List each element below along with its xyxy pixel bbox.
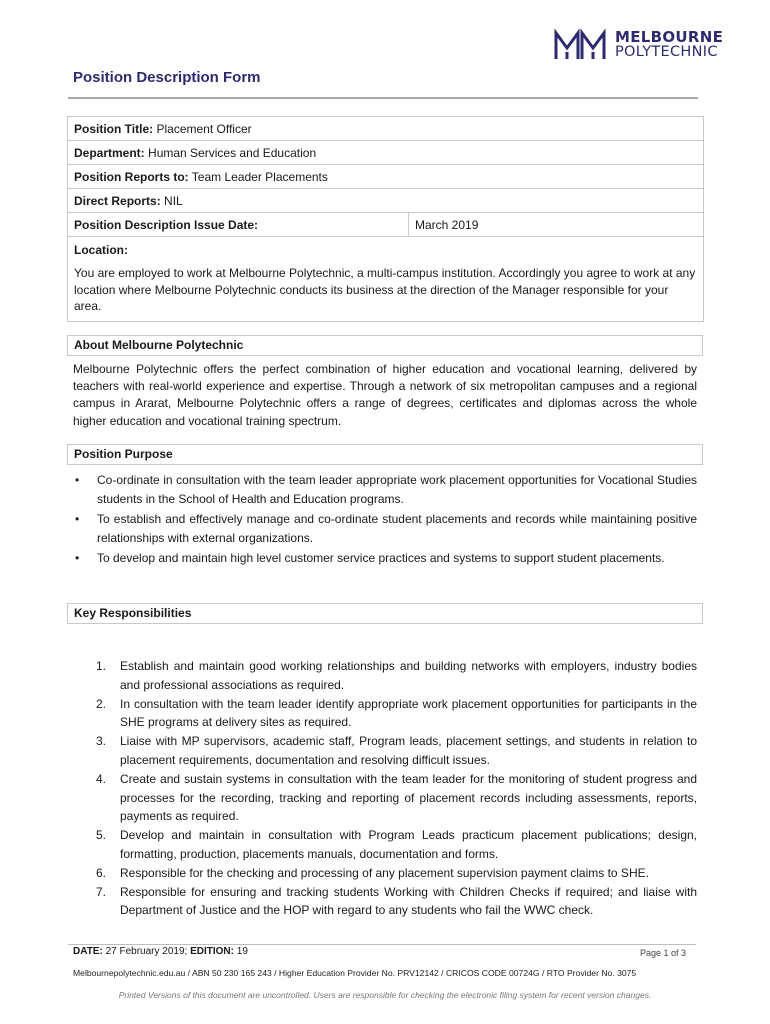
date-label: DATE:	[73, 946, 103, 957]
responsibilities-list	[96, 657, 697, 920]
list-item	[96, 883, 697, 921]
position-info-table	[67, 116, 704, 322]
table-row	[68, 141, 704, 165]
logo-mark-icon	[553, 28, 609, 62]
list-item	[96, 770, 697, 826]
table-row	[68, 189, 704, 213]
issue-date-label-cell	[68, 213, 409, 237]
logo-wordmark	[615, 30, 723, 60]
logo-line-2: POLYTECHNIC	[615, 44, 718, 60]
reports-to-label: Position Reports to:	[74, 169, 189, 184]
responsibility-text: In consultation with the team leader identify appropriate work placement opportunities for participants in the SHE programs at delivery sites as required.	[120, 696, 697, 730]
responsibility-text: Responsible for ensuring and tracking students Working with Children Checks if required; and liaise with Department of Justice and the HOP with regard to any students who fail the WWC check.	[120, 884, 697, 918]
issue-date-label: Position Description Issue Date:	[74, 217, 259, 232]
logo-line-1: MELBOURNE	[615, 28, 724, 46]
table-row	[68, 117, 704, 141]
item-number: 5.	[96, 828, 107, 843]
reports-to-cell	[68, 165, 704, 189]
responsibility-text: Establish and maintain good working relationships and building networks with employers, industry bodies and professional associations as required.	[120, 659, 697, 692]
department-label: Department:	[74, 145, 145, 160]
issue-date-value: March 2019	[415, 217, 479, 232]
purpose-item-text: To establish and effectively manage and co-ordinate student placements and records while maintaining positive relationships with external organizations.	[97, 511, 697, 546]
item-number: 4.	[96, 771, 107, 786]
list-item	[96, 657, 697, 695]
footer-date-edition	[73, 946, 248, 957]
location-cell	[68, 237, 704, 322]
item-number: 2.	[96, 696, 107, 711]
responsibility-text: Develop and maintain in consultation with Program Leads practicum placement publications; design, formatting, production, placements manuals, documentation and forms.	[120, 828, 697, 861]
responsibility-text: Liaise with MP supervisors, academic staff, Program leads, placement settings, and students in relation to placement requirements, documentation and resolving difficult issues.	[120, 734, 697, 767]
edition-value: 19	[236, 946, 248, 957]
item-number: 1.	[96, 659, 107, 673]
table-row	[68, 213, 704, 237]
responsibility-text: Create and sustain systems in consultation with the team leader for the monitoring of student progress and processes for the recording, tracking and reporting of placement records including assessments, reports, payments as required.	[120, 771, 697, 824]
location-label: Location:	[74, 243, 128, 257]
melbourne-polytechnic-logo	[553, 28, 723, 62]
edition-label: EDITION:	[190, 946, 234, 957]
purpose-item-text: Co-ordinate in consultation with the team leader appropriate work placement opportunities for Vocational Studies students in the School of Health and Education programs.	[97, 473, 697, 507]
footer-divider	[68, 944, 696, 945]
purpose-item-text: To develop and maintain high level customer service practices and systems to support student placements.	[97, 550, 665, 565]
list-item	[73, 549, 697, 568]
about-heading: About Melbourne Polytechnic	[67, 335, 703, 356]
table-row	[68, 237, 704, 322]
table-row	[68, 165, 704, 189]
page-number: Page 1 of 3	[640, 948, 687, 958]
list-item	[73, 471, 697, 510]
list-item	[73, 510, 697, 549]
date-value: 27 February 2019;	[105, 946, 188, 957]
bullet-icon: •	[75, 511, 80, 526]
title-divider	[68, 97, 698, 99]
list-item	[96, 864, 697, 883]
bullet-icon: •	[75, 550, 80, 565]
purpose-heading: Position Purpose	[67, 444, 703, 465]
page-title: Position Description Form	[73, 69, 261, 86]
list-item	[96, 732, 697, 770]
list-item	[96, 695, 697, 733]
footer-disclaimer: Printed Versions of this document are uncontrolled. Users are responsible for checking the electronic filing system for recent version changes.	[118, 990, 652, 1000]
position-title-cell	[68, 117, 704, 141]
department-value: Human Services and Education	[148, 145, 317, 160]
location-text: You are employed to work at Melbourne Polytechnic, a multi-campus institution. Accordingly you agree to work at any location where Melbourne Polytechnic conducts its business at the direction of the Manager responsible for your area.	[74, 266, 696, 313]
responsibilities-heading: Key Responsibilities	[67, 603, 703, 624]
position-title-value: Placement Officer	[156, 121, 252, 136]
bullet-icon: •	[75, 473, 80, 487]
direct-reports-label: Direct Reports:	[74, 193, 161, 208]
list-item	[96, 826, 697, 864]
responsibility-text: Responsible for the checking and processing of any placement supervision payment claims to SHE.	[120, 865, 649, 880]
issue-date-value-cell	[409, 213, 704, 237]
item-number: 7.	[96, 884, 107, 899]
purpose-list	[73, 471, 697, 568]
department-cell	[68, 141, 704, 165]
direct-reports-cell	[68, 189, 704, 213]
item-number: 6.	[96, 865, 107, 880]
item-number: 3.	[96, 734, 107, 749]
about-text: Melbourne Polytechnic offers the perfect combination of higher education and vocational learning, delivered by teachers with real-world experience and expertise. Through a network of six metropolitan campuses and a regional campus in Ararat, Melbourne Polytechnic offers a range of degrees, certificates and diplomas across the whole higher education and vocational training spectrum.	[73, 362, 697, 428]
reports-to-value: Team Leader Placements	[191, 169, 328, 184]
direct-reports-value: NIL	[164, 193, 183, 208]
footer-abn-line: Melbournepolytechnic.edu.au / ABN 50 230 165 243 / Higher Education Provider No. PRV12142 / CRICOS CODE 00724G / RTO Provider No. 3075	[73, 968, 637, 978]
position-title-label: Position Title:	[74, 121, 154, 136]
